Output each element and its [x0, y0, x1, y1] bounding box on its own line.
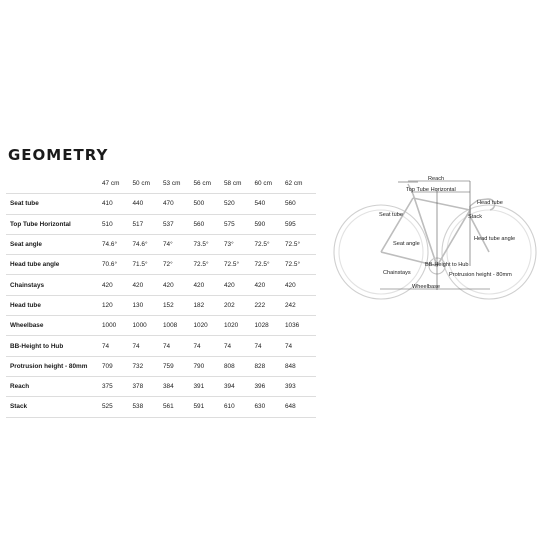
table-cell: 808 — [224, 356, 255, 376]
table-cell: 1008 — [163, 316, 194, 336]
table-cell: 420 — [224, 275, 255, 295]
table-cell: 384 — [163, 376, 194, 396]
table-cell: 500 — [194, 194, 225, 214]
row-label: Top Tube Horizontal — [6, 214, 102, 234]
table-cell: 517 — [133, 214, 164, 234]
row-label: BB-Height to Hub — [6, 336, 102, 356]
table-cell: 537 — [163, 214, 194, 234]
table-cell: 848 — [285, 356, 316, 376]
table-cell: 759 — [163, 356, 194, 376]
table-cell: 72.5° — [224, 255, 255, 275]
table-cell: 1028 — [255, 316, 286, 336]
table-cell: 391 — [194, 376, 225, 396]
diagram-label-wheelbase: Wheelbase — [412, 284, 440, 290]
diagram-label-head-tube-angle: Head tube angle — [474, 236, 516, 242]
table-cell: 74 — [102, 336, 133, 356]
column-header: 47 cm — [102, 174, 133, 194]
table-cell: 790 — [194, 356, 225, 376]
table-cell: 202 — [224, 295, 255, 315]
table-cell: 375 — [102, 376, 133, 396]
table-cell: 1000 — [102, 316, 133, 336]
row-label: Protrusion height - 80mm — [6, 356, 102, 376]
table-cell: 120 — [102, 295, 133, 315]
table-cell: 610 — [224, 397, 255, 417]
row-label: Chainstays — [6, 275, 102, 295]
row-label: Head tube — [6, 295, 102, 315]
table-cell: 420 — [102, 275, 133, 295]
table-cell: 74 — [255, 336, 286, 356]
table-cell: 72° — [163, 255, 194, 275]
table-cell: 420 — [255, 275, 286, 295]
table-cell: 72.5° — [255, 255, 286, 275]
table-cell: 73.5° — [194, 234, 225, 254]
table-cell: 440 — [133, 194, 164, 214]
row-label: Reach — [6, 376, 102, 396]
column-header: 60 cm — [255, 174, 286, 194]
diagram-label-seat-angle: Seat angle — [393, 241, 420, 247]
column-header: 58 cm — [224, 174, 255, 194]
table-cell: 561 — [163, 397, 194, 417]
table-cell: 72.5° — [285, 234, 316, 254]
table-cell: 420 — [133, 275, 164, 295]
table-cell: 590 — [255, 214, 286, 234]
table-cell: 410 — [102, 194, 133, 214]
table-cell: 74 — [224, 336, 255, 356]
table-cell: 630 — [255, 397, 286, 417]
row-label: Seat tube — [6, 194, 102, 214]
table-cell: 732 — [133, 356, 164, 376]
table-cell: 74.6° — [133, 234, 164, 254]
table-cell: 470 — [163, 194, 194, 214]
diagram-label-stack: Stack — [468, 214, 482, 220]
table-cell: 182 — [194, 295, 225, 315]
table-cell: 591 — [194, 397, 225, 417]
table-cell: 1020 — [224, 316, 255, 336]
diagram-label-seat-tube: Seat tube — [379, 212, 403, 218]
table-cell: 394 — [224, 376, 255, 396]
table-cell: 71.5° — [133, 255, 164, 275]
table-cell: 378 — [133, 376, 164, 396]
table-cell: 538 — [133, 397, 164, 417]
row-label: Stack — [6, 397, 102, 417]
table-cell: 72.5° — [255, 234, 286, 254]
table-cell: 74 — [285, 336, 316, 356]
table-cell: 74 — [133, 336, 164, 356]
table-cell: 242 — [285, 295, 316, 315]
diagram-label-chainstays: Chainstays — [383, 270, 411, 276]
table-cell: 828 — [255, 356, 286, 376]
table-cell: 575 — [224, 214, 255, 234]
diagram-label-protrusion: Protrusion height - 80mm — [449, 272, 512, 278]
column-header: 56 cm — [194, 174, 225, 194]
table-cell: 510 — [102, 214, 133, 234]
row-label: Wheelbase — [6, 316, 102, 336]
table-cell: 74 — [163, 336, 194, 356]
diagram-label-reach: Reach — [428, 176, 445, 182]
table-cell: 1000 — [133, 316, 164, 336]
table-cell: 595 — [285, 214, 316, 234]
table-cell: 560 — [285, 194, 316, 214]
column-header: 53 cm — [163, 174, 194, 194]
table-cell: 420 — [285, 275, 316, 295]
table-cell: 520 — [224, 194, 255, 214]
column-header: 50 cm — [133, 174, 164, 194]
table-cell: 540 — [255, 194, 286, 214]
table-cell: 70.6° — [102, 255, 133, 275]
diagram-label-top-tube: Top Tube Horizontal — [406, 187, 456, 193]
table-cell: 73° — [224, 234, 255, 254]
table-cell: 709 — [102, 356, 133, 376]
table-cell: 648 — [285, 397, 316, 417]
frame — [381, 194, 489, 266]
table-cell: 222 — [255, 295, 286, 315]
table-cell: 560 — [194, 214, 225, 234]
row-label: Seat angle — [6, 234, 102, 254]
row-label: Head tube angle — [6, 255, 102, 275]
table-cell: 72.5° — [285, 255, 316, 275]
page-title: GEOMETRY — [8, 146, 109, 164]
table-cell: 396 — [255, 376, 286, 396]
table-cell: 1020 — [194, 316, 225, 336]
table-cell: 420 — [194, 275, 225, 295]
table-cell: 74 — [194, 336, 225, 356]
table-cell: 130 — [133, 295, 164, 315]
diagram-label-head-tube: Head tube — [477, 200, 503, 206]
table-cell: 1036 — [285, 316, 316, 336]
diagram-label-bb-height: BB-Height to Hub — [425, 262, 469, 268]
table-cell: 420 — [163, 275, 194, 295]
table-cell: 152 — [163, 295, 194, 315]
table-cell: 74.6° — [102, 234, 133, 254]
table-cell: 74° — [163, 234, 194, 254]
column-header: 62 cm — [285, 174, 316, 194]
table-cell: 393 — [285, 376, 316, 396]
table-cell: 72.5° — [194, 255, 225, 275]
table-cell: 525 — [102, 397, 133, 417]
